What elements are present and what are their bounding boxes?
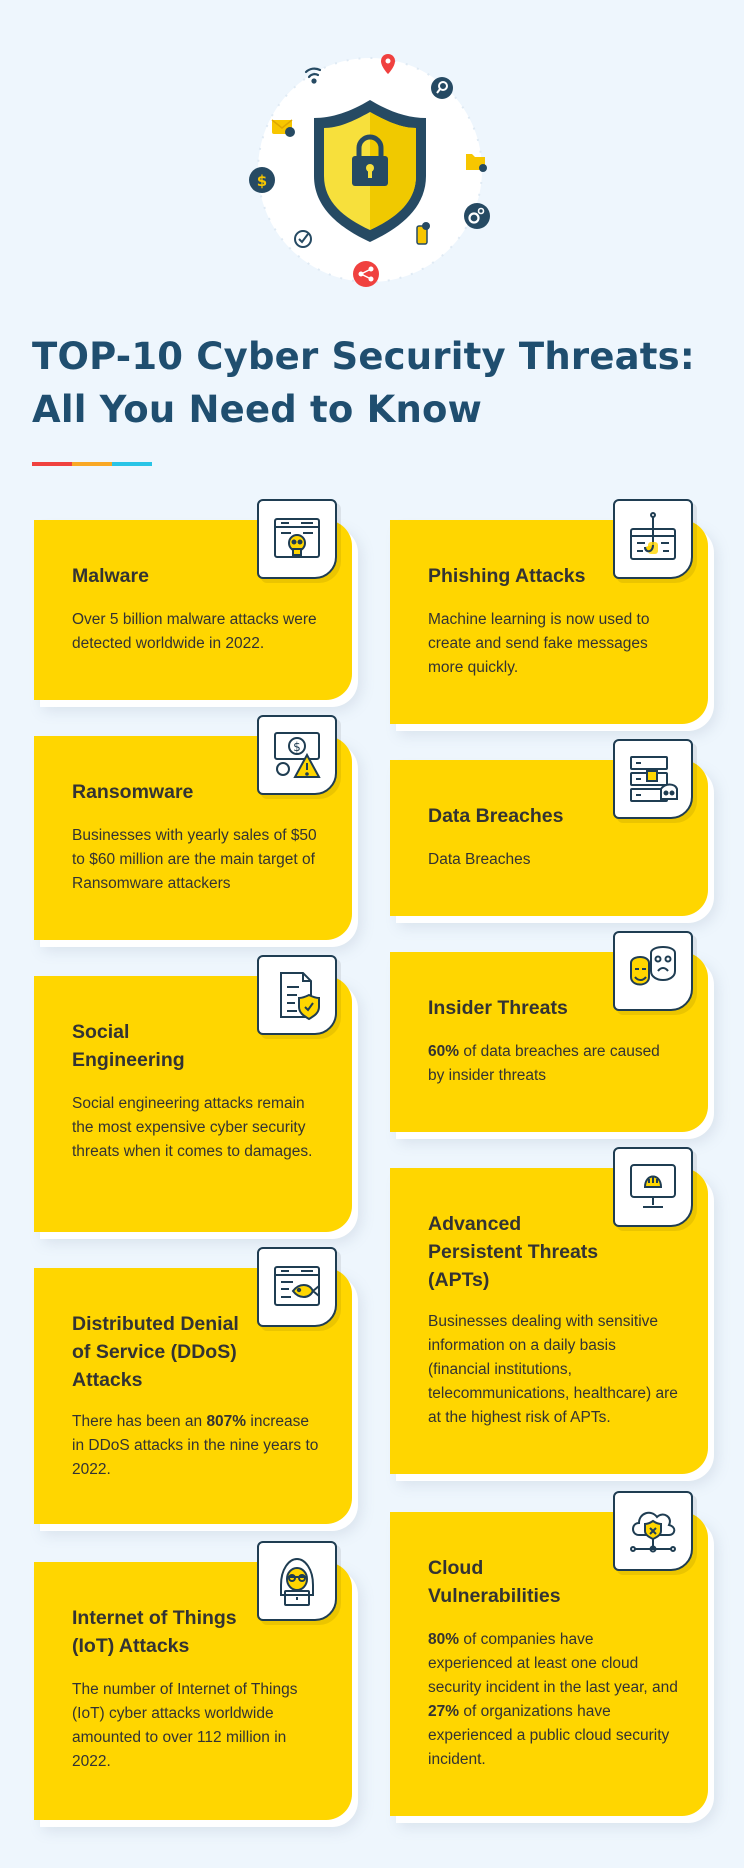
card-text: Social engineering attacks remain the most expensive cyber security threats when it comes to damages. [72, 1095, 313, 1160]
cloud-shield-icon [613, 1491, 693, 1571]
card-text-2: of organizations have experienced a public cloud security incident. [428, 1703, 670, 1768]
card-title-line2: of Service (DDoS) [72, 1341, 237, 1363]
card-title [72, 1018, 185, 1074]
divider-red [32, 462, 72, 466]
card-text: Over 5 billion malware attacks were detected worldwide in 2022. [72, 611, 317, 652]
card-title-line1: Distributed Denial [72, 1313, 239, 1335]
document-shield-icon [257, 955, 337, 1035]
hacker-icon [257, 1541, 337, 1621]
monitor-bug-icon [613, 1147, 693, 1227]
card-stat: 807% [206, 1413, 247, 1430]
gear-icon [464, 203, 490, 229]
card-title-line2: Persistent Threats [428, 1241, 599, 1263]
masks-icon [613, 931, 693, 1011]
card-text [428, 1628, 678, 1772]
card-title: Insider Threats [428, 997, 568, 1019]
hero-illustration [240, 48, 500, 298]
dollar-icon [249, 167, 275, 193]
card-title [72, 1310, 239, 1394]
malware-browser-icon [257, 499, 337, 579]
card-title [428, 1210, 598, 1294]
card-text: Machine learning is now used to create and send fake messages more quickly. [428, 611, 650, 676]
card-text: Businesses dealing with sensitive information on a daily basis (financial institutions, telecommunications, healthcare) are at the highest risk of APTs. [428, 1313, 678, 1426]
card-title-line1: Cloud [428, 1557, 484, 1579]
ransom-money-icon [257, 715, 337, 795]
card-title-line3: Attacks [72, 1369, 143, 1391]
card-stat: 60% [428, 1043, 460, 1060]
svg-text:$: $ [256, 172, 268, 190]
card-text-before: There has been an [72, 1413, 207, 1430]
card-title: Ransomware [72, 781, 194, 803]
page-title-line2: All You Need to Know [32, 388, 483, 431]
divider-orange [72, 462, 112, 466]
card-title-line2: (IoT) Attacks [72, 1635, 190, 1657]
card-text [72, 1410, 322, 1482]
card-title-line1: Internet of Things [72, 1607, 237, 1629]
svg-text:$: $ [293, 740, 301, 754]
card-text-after: increase in DDoS attacks in the nine years to 2022. [72, 1413, 319, 1478]
page-title [32, 330, 695, 436]
card-text-1: of companies have experienced at least one cloud security incident in the last year, and [428, 1631, 678, 1696]
card-title: Data Breaches [428, 805, 564, 827]
server-breach-icon [613, 739, 693, 819]
card-title-line2: Engineering [72, 1049, 185, 1071]
card-stat-1: 80% [428, 1631, 460, 1648]
card-title-line1: Advanced [428, 1213, 522, 1235]
search-icon [431, 77, 453, 99]
card-text [428, 1040, 678, 1088]
card-title [72, 1604, 237, 1660]
title-divider [32, 462, 152, 466]
card-stat-2: 27% [428, 1703, 460, 1720]
divider-cyan [112, 462, 152, 466]
card-text-body: of data breaches are caused by insider threats [428, 1043, 660, 1084]
browser-fish-icon [257, 1247, 337, 1327]
card-title-line3: (APTs) [428, 1269, 490, 1291]
page-title-line1: TOP-10 Cyber Security Threats: [32, 335, 695, 378]
phishing-hook-icon [613, 499, 693, 579]
card-title: Phishing Attacks [428, 565, 586, 587]
share-icon [353, 261, 379, 287]
card-title [428, 1554, 561, 1610]
card-title: Malware [72, 565, 149, 587]
card-text: Businesses with yearly sales of $50 to $60 million are the main target of Ransomware attackers [72, 827, 317, 892]
card-text: Data Breaches [428, 851, 531, 868]
card-text: The number of Internet of Things (IoT) cyber attacks worldwide amounted to over 112 million in 2022. [72, 1681, 298, 1770]
card-title-line2: Vulnerabilities [428, 1585, 561, 1607]
card-title-line1: Social [72, 1021, 130, 1043]
